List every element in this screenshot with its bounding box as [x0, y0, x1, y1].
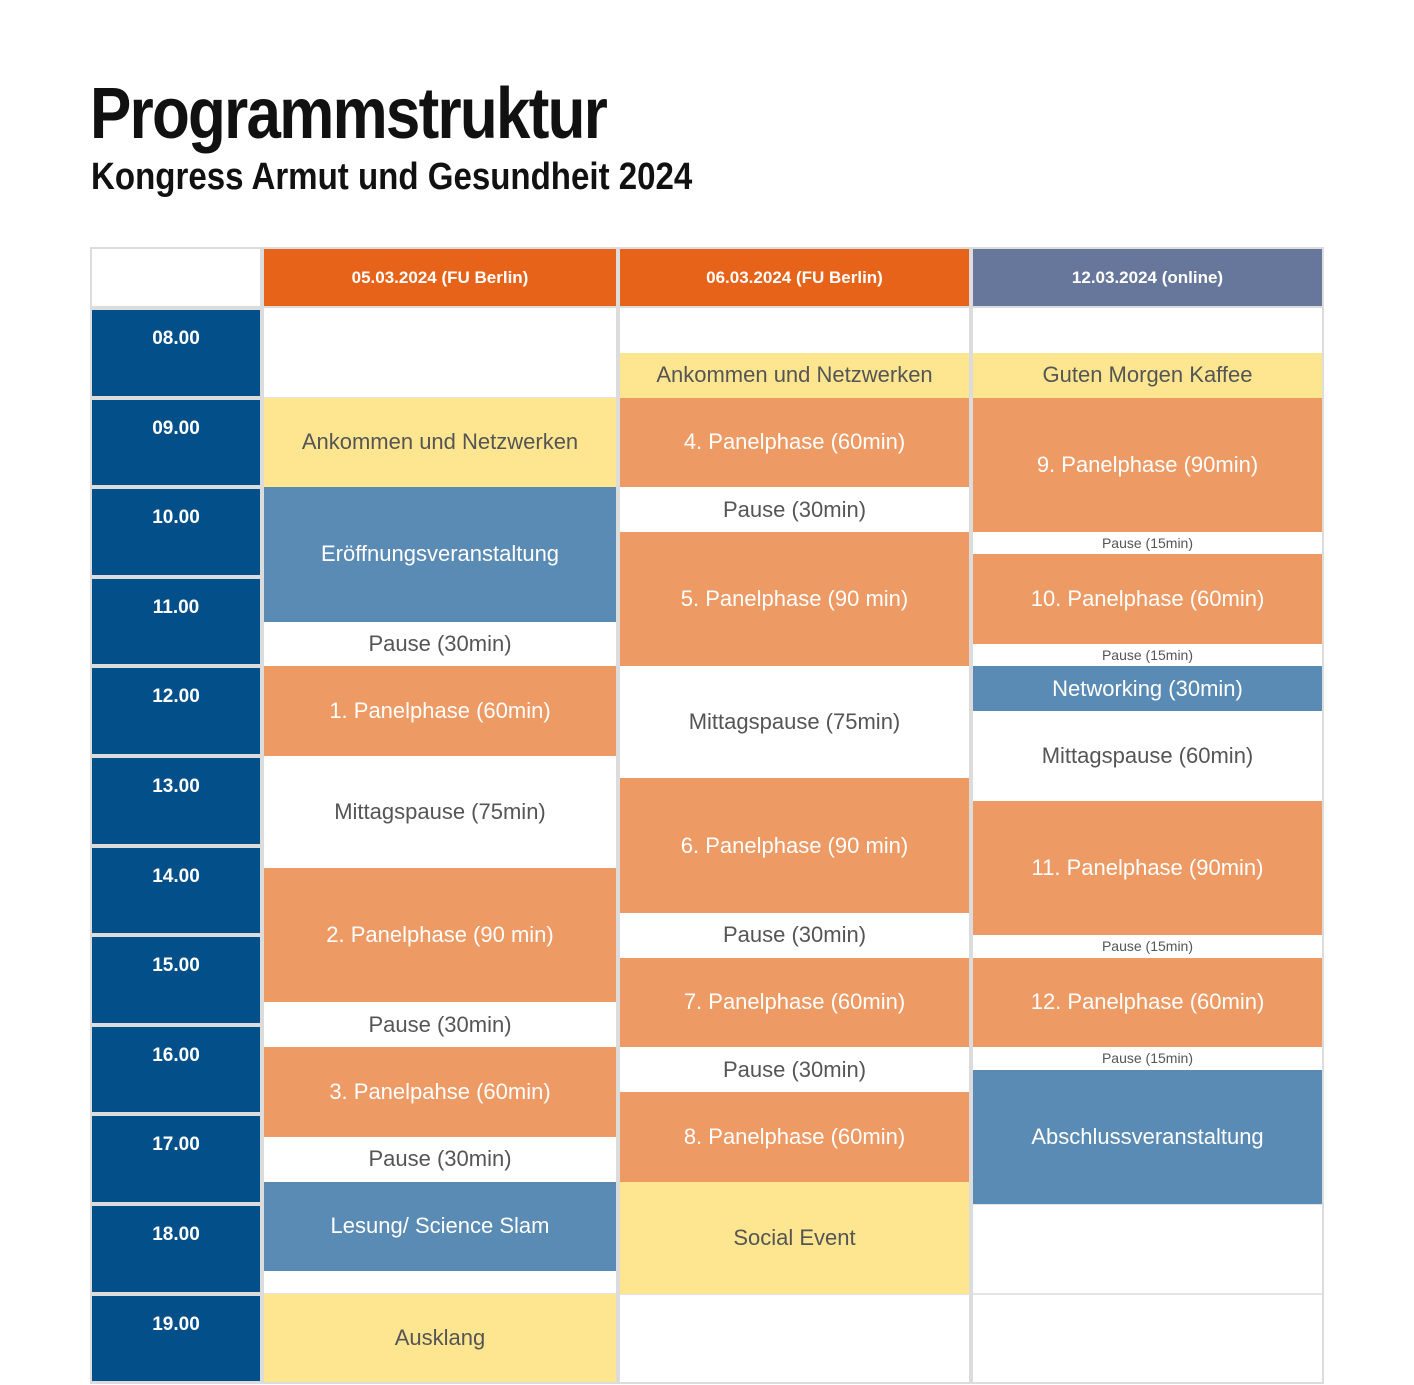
day-header-2: 06.03.2024 (FU Berlin)	[618, 247, 971, 308]
session-block: Ankommen und Netzwerken	[264, 398, 616, 488]
time-slot: 08.00	[90, 308, 262, 398]
hour-gridline	[973, 1293, 1322, 1295]
session-block: Pause (30min)	[620, 487, 969, 532]
session-block: Pause (15min)	[973, 532, 1322, 554]
session-block: Networking (30min)	[973, 666, 1322, 711]
session-block: Pause (30min)	[620, 913, 969, 958]
session-block: 3. Panelpahse (60min)	[264, 1047, 616, 1137]
page-subtitle: Kongress Armut und Gesundheit 2024	[91, 156, 693, 198]
session-block: Mittagspause (60min)	[973, 711, 1322, 801]
session-block: 2. Panelphase (90 min)	[264, 868, 616, 1002]
day-column-3	[971, 308, 1324, 1384]
time-slot: 11.00	[90, 577, 262, 667]
session-block: 4. Panelphase (60min)	[620, 398, 969, 488]
day-column-1	[262, 308, 618, 1384]
time-slot: 16.00	[90, 1025, 262, 1115]
session-block: Pause (15min)	[973, 644, 1322, 666]
session-block: 9. Panelphase (90min)	[973, 398, 1322, 532]
session-block: Ausklang	[264, 1294, 616, 1384]
time-slot: 09.00	[90, 398, 262, 488]
time-slot: 17.00	[90, 1114, 262, 1204]
time-slot: 19.00	[90, 1294, 262, 1384]
session-block: Mittagspause (75min)	[264, 756, 616, 868]
time-slot: 15.00	[90, 935, 262, 1025]
session-block: 10. Panelphase (60min)	[973, 554, 1322, 644]
session-block: 1. Panelphase (60min)	[264, 666, 616, 756]
day-header-1: 05.03.2024 (FU Berlin)	[262, 247, 618, 308]
session-block: Mittagspause (75min)	[620, 666, 969, 778]
session-block: 8. Panelphase (60min)	[620, 1092, 969, 1182]
time-slot: 12.00	[90, 666, 262, 756]
session-block: Pause (30min)	[264, 622, 616, 667]
day-column-2	[618, 308, 971, 1384]
session-block: Pause (30min)	[620, 1047, 969, 1092]
time-slot: 14.00	[90, 846, 262, 936]
header-corner	[90, 247, 262, 308]
time-slot: 18.00	[90, 1204, 262, 1294]
schedule-grid	[90, 247, 1324, 1384]
session-block: 7. Panelphase (60min)	[620, 958, 969, 1048]
grid-bottom-border	[90, 1382, 1324, 1384]
session-block: Pause (30min)	[264, 1137, 616, 1182]
day-header-3: 12.03.2024 (online)	[971, 247, 1324, 308]
session-block: Abschlussveranstaltung	[973, 1070, 1322, 1204]
page-title: Programmstruktur	[90, 74, 607, 154]
session-block: Lesung/ Science Slam	[264, 1182, 616, 1272]
session-block: Pause (30min)	[264, 1002, 616, 1047]
session-block: Guten Morgen Kaffee	[973, 353, 1322, 398]
session-block: 5. Panelphase (90 min)	[620, 532, 969, 666]
session-block: Ankommen und Netzwerken	[620, 353, 969, 398]
session-block: Pause (15min)	[973, 1047, 1322, 1069]
session-block: 12. Panelphase (60min)	[973, 958, 1322, 1048]
session-block: Eröffnungsveranstaltung	[264, 487, 616, 621]
session-block: Social Event	[620, 1182, 969, 1294]
time-slot: 13.00	[90, 756, 262, 846]
session-block: Pause (15min)	[973, 935, 1322, 957]
session-block: 6. Panelphase (90 min)	[620, 778, 969, 912]
session-block: 11. Panelphase (90min)	[973, 801, 1322, 935]
time-slot: 10.00	[90, 487, 262, 577]
